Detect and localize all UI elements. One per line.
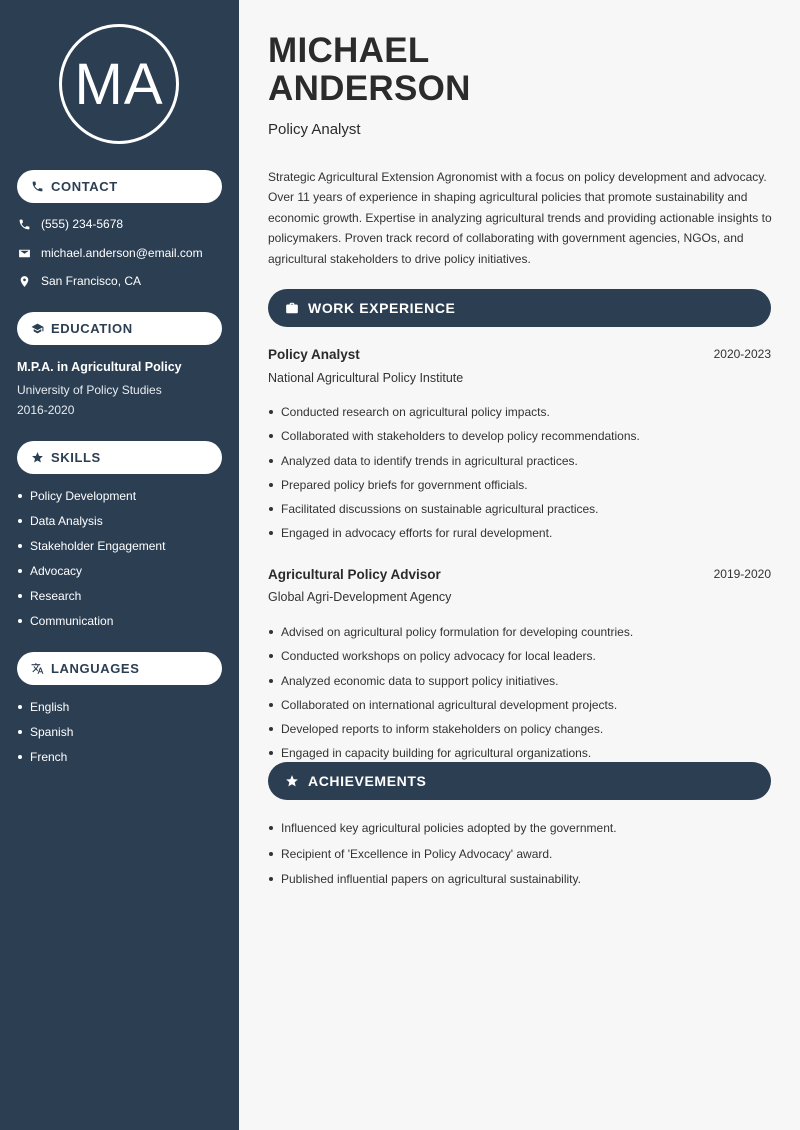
achievement-item: Recipient of 'Excellence in Policy Advocacy' award.: [268, 847, 773, 873]
job-bullet: Conducted workshops on policy advocacy for local leaders.: [268, 649, 773, 673]
star-icon: [31, 451, 44, 464]
education-heading: [17, 312, 222, 345]
job-organization: Global Agri-Development Agency: [268, 590, 452, 604]
job-bullets: [268, 625, 773, 771]
job-role: Policy Analyst: [268, 347, 360, 362]
phone-icon: [17, 217, 31, 231]
contact-location-text: San Francisco, CA: [41, 274, 142, 288]
education-years: 2016-2020: [17, 403, 75, 417]
job-bullets: [268, 405, 773, 551]
job-bullet: Collaborated with stakeholders to develop policy recommendations.: [268, 429, 773, 453]
job-bullet: Collaborated on international agricultural development projects.: [268, 698, 773, 722]
skill-item: Communication: [17, 614, 165, 639]
mail-icon: [17, 246, 31, 260]
avatar-initials: MA: [59, 24, 179, 144]
education-school: University of Policy Studies: [17, 383, 162, 397]
achievements-heading-label: ACHIEVEMENTS: [308, 773, 427, 789]
job-bullet: Analyzed economic data to support policy initiatives.: [268, 674, 773, 698]
job-bullet: Engaged in capacity building for agricultural organizations.: [268, 746, 773, 770]
name-line-last: ANDERSON: [268, 69, 471, 108]
sidebar: [0, 0, 239, 1130]
job-role: Agricultural Policy Advisor: [268, 567, 441, 582]
job-dates: 2020-2023: [713, 347, 771, 361]
job-bullet: Analyzed data to identify trends in agricultural practices.: [268, 454, 773, 478]
briefcase-icon: [284, 301, 299, 316]
candidate-title: Policy Analyst: [268, 121, 361, 138]
translate-icon: [31, 662, 44, 675]
job-bullet: Conducted research on agricultural policy impacts.: [268, 405, 773, 429]
skill-item: Policy Development: [17, 489, 165, 514]
achievement-item: Published influential papers on agricultural sustainability.: [268, 872, 773, 898]
contact-email-text[interactable]: michael.anderson@email.com: [41, 246, 203, 260]
skill-item: Advocacy: [17, 564, 165, 589]
location-pin-icon: [17, 274, 31, 288]
education-degree: M.P.A. in Agricultural Policy: [17, 360, 182, 374]
language-item: Spanish: [17, 725, 73, 750]
skills-heading-label: SKILLS: [51, 450, 101, 465]
phone-icon: [31, 180, 44, 193]
languages-list: [17, 700, 73, 775]
job-bullet: Advised on agricultural policy formulation for developing countries.: [268, 625, 773, 649]
contact-phone-text: (555) 234-5678: [41, 217, 124, 231]
job-dates: 2019-2020: [713, 567, 771, 581]
education-heading-label: EDUCATION: [51, 321, 133, 336]
languages-heading-label: LANGUAGES: [51, 661, 140, 676]
graduation-cap-icon: [31, 322, 44, 335]
work-experience-heading-label: WORK EXPERIENCE: [308, 300, 456, 316]
contact-heading: [17, 170, 222, 203]
contact-location: [17, 274, 141, 288]
skills-heading: [17, 441, 222, 474]
language-item: French: [17, 750, 73, 775]
achievements-heading: [268, 762, 771, 800]
languages-heading: [17, 652, 222, 685]
contact-phone: [17, 217, 123, 231]
job-bullet: Developed reports to inform stakeholders on policy changes.: [268, 722, 773, 746]
work-experience-heading: [268, 289, 771, 327]
candidate-name: [268, 32, 471, 108]
contact-heading-label: CONTACT: [51, 179, 118, 194]
skill-item: Research: [17, 589, 165, 614]
achievements-list: [268, 821, 773, 898]
name-line-first: MICHAEL: [268, 31, 430, 70]
job-bullet: Engaged in advocacy efforts for rural development.: [268, 526, 773, 550]
skill-item: Stakeholder Engagement: [17, 539, 165, 564]
job-organization: National Agricultural Policy Institute: [268, 371, 464, 385]
skills-list: [17, 489, 165, 639]
achievement-item: Influenced key agricultural policies adopted by the government.: [268, 821, 773, 847]
skill-item: Data Analysis: [17, 514, 165, 539]
job-bullet: Prepared policy briefs for government officials.: [268, 478, 773, 502]
star-icon: [284, 774, 299, 789]
profile-summary: Strategic Agricultural Extension Agronomist with a focus on policy development and advocacy. Over 11 years of experience in shaping agricultural policies that promote sustainability and economic growth. Expertise in analyzing agricultural trends and providing actionable insights to policymakers. Proven track record of collaborating with government agencies, NGOs, and agricultural stakeholders to drive policy initiatives.: [268, 170, 772, 266]
contact-email: [17, 246, 203, 260]
language-item: English: [17, 700, 73, 725]
job-bullet: Facilitated discussions on sustainable agricultural practices.: [268, 502, 773, 526]
